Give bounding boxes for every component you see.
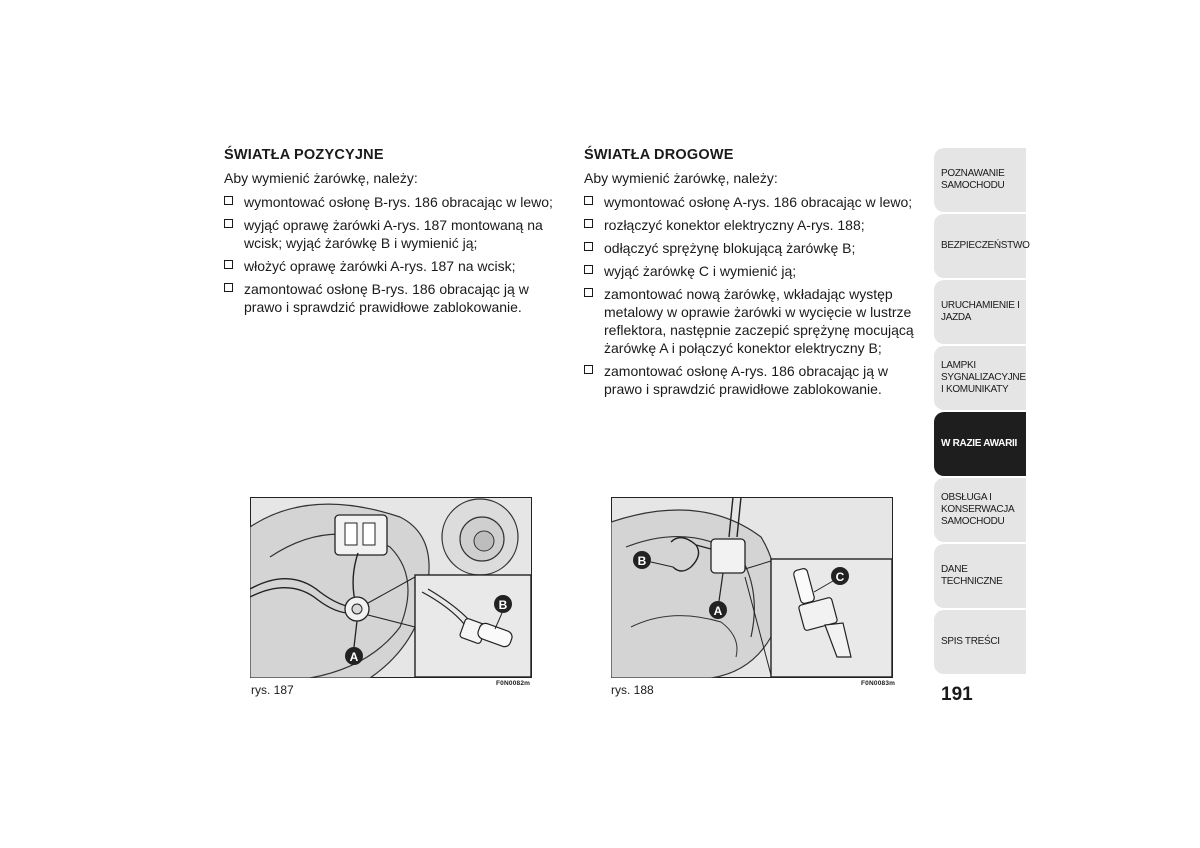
- figure-187: [250, 497, 532, 678]
- page-number: 191: [941, 684, 973, 705]
- label-c: C: [835, 570, 845, 584]
- figure-188: [611, 497, 893, 678]
- tab-uruchamienie-i-jazda[interactable]: URUCHAMIENIE I JAZDA: [934, 280, 1026, 344]
- list-item: wymontować osłonę A-rys. 186 obracając w lewo;: [584, 193, 924, 211]
- list-item: zamontować nową żarówkę, wkładając występ metalowy w oprawie żarówki w wycięcie w lustrze reflektora, następnie zaczepić sprężynę mocującą żarówkę A i połączyć konektor elektryczny B;: [584, 285, 924, 357]
- figure-code: F0N0083m: [861, 680, 896, 687]
- chapter-tabs: [934, 148, 1030, 676]
- checkbox-bullet-icon: [584, 365, 593, 374]
- checkbox-bullet-icon: [584, 196, 593, 205]
- steps-list: [584, 193, 924, 398]
- tab-spis-tresci[interactable]: SPIS TREŚCI: [934, 610, 1026, 674]
- section-heading: ŚWIATŁA DROGOWE: [584, 147, 734, 163]
- label-a: A: [713, 604, 723, 618]
- label-a: A: [349, 650, 359, 664]
- section-position-lights: [224, 146, 564, 321]
- list-item: rozłączyć konektor elektryczny A-rys. 188;: [584, 216, 924, 234]
- section-intro: Aby wymienić żarówkę, należy:: [224, 170, 418, 186]
- tab-bezpieczenstwo[interactable]: BEZPIECZEŃSTWO: [934, 214, 1026, 278]
- section-high-beam: [584, 146, 924, 403]
- checkbox-bullet-icon: [584, 265, 593, 274]
- tab-dane-techniczne[interactable]: DANE TECHNICZNE: [934, 544, 1026, 608]
- list-item: zamontować osłonę B-rys. 186 obracając ją w prawo i sprawdzić prawidłowe zablokowanie.: [224, 280, 564, 316]
- headlight-high-beam-bulb-illustration: [611, 497, 893, 678]
- list-item: wyjąć oprawę żarówki A-rys. 187 montowaną na wcisk; wyjąć żarówkę B i wymienić ją;: [224, 216, 564, 252]
- checkbox-bullet-icon: [224, 196, 233, 205]
- checkbox-bullet-icon: [224, 260, 233, 269]
- figure-code: F0N0082m: [496, 680, 531, 687]
- tab-w-razie-awarii[interactable]: W RAZIE AWARII: [934, 412, 1026, 476]
- tab-lampki-sygnalizacyjne[interactable]: LAMPKI SYGNALIZACYJNE I KOMUNIKATY: [934, 346, 1026, 410]
- tab-poznawanie-samochodu[interactable]: POZNAWANIE SAMOCHODU: [934, 148, 1026, 212]
- checkbox-bullet-icon: [224, 283, 233, 292]
- list-item: włożyć oprawę żarówki A-rys. 187 na wcisk;: [224, 257, 564, 275]
- list-item: wyjąć żarówkę C i wymienić ją;: [584, 262, 924, 280]
- headlight-position-bulb-illustration: [250, 497, 532, 678]
- section-heading: ŚWIATŁA POZYCYJNE: [224, 147, 384, 163]
- label-b: B: [498, 598, 508, 612]
- figure-caption: rys. 187: [251, 683, 294, 697]
- checkbox-bullet-icon: [584, 219, 593, 228]
- tab-obsluga-i-konserwacja[interactable]: OBSŁUGA I KONSERWACJA SAMOCHODU: [934, 478, 1026, 542]
- figure-caption: rys. 188: [611, 683, 654, 697]
- checkbox-bullet-icon: [584, 242, 593, 251]
- list-item: wymontować osłonę B-rys. 186 obracając w lewo;: [224, 193, 564, 211]
- steps-list: [224, 193, 564, 316]
- section-intro: Aby wymienić żarówkę, należy:: [584, 170, 778, 186]
- label-b: B: [637, 554, 647, 568]
- list-item: odłączyć sprężynę blokującą żarówkę B;: [584, 239, 924, 257]
- checkbox-bullet-icon: [224, 219, 233, 228]
- list-item: zamontować osłonę A-rys. 186 obracając ją w prawo i sprawdzić prawidłowe zablokowanie.: [584, 362, 924, 398]
- checkbox-bullet-icon: [584, 288, 593, 297]
